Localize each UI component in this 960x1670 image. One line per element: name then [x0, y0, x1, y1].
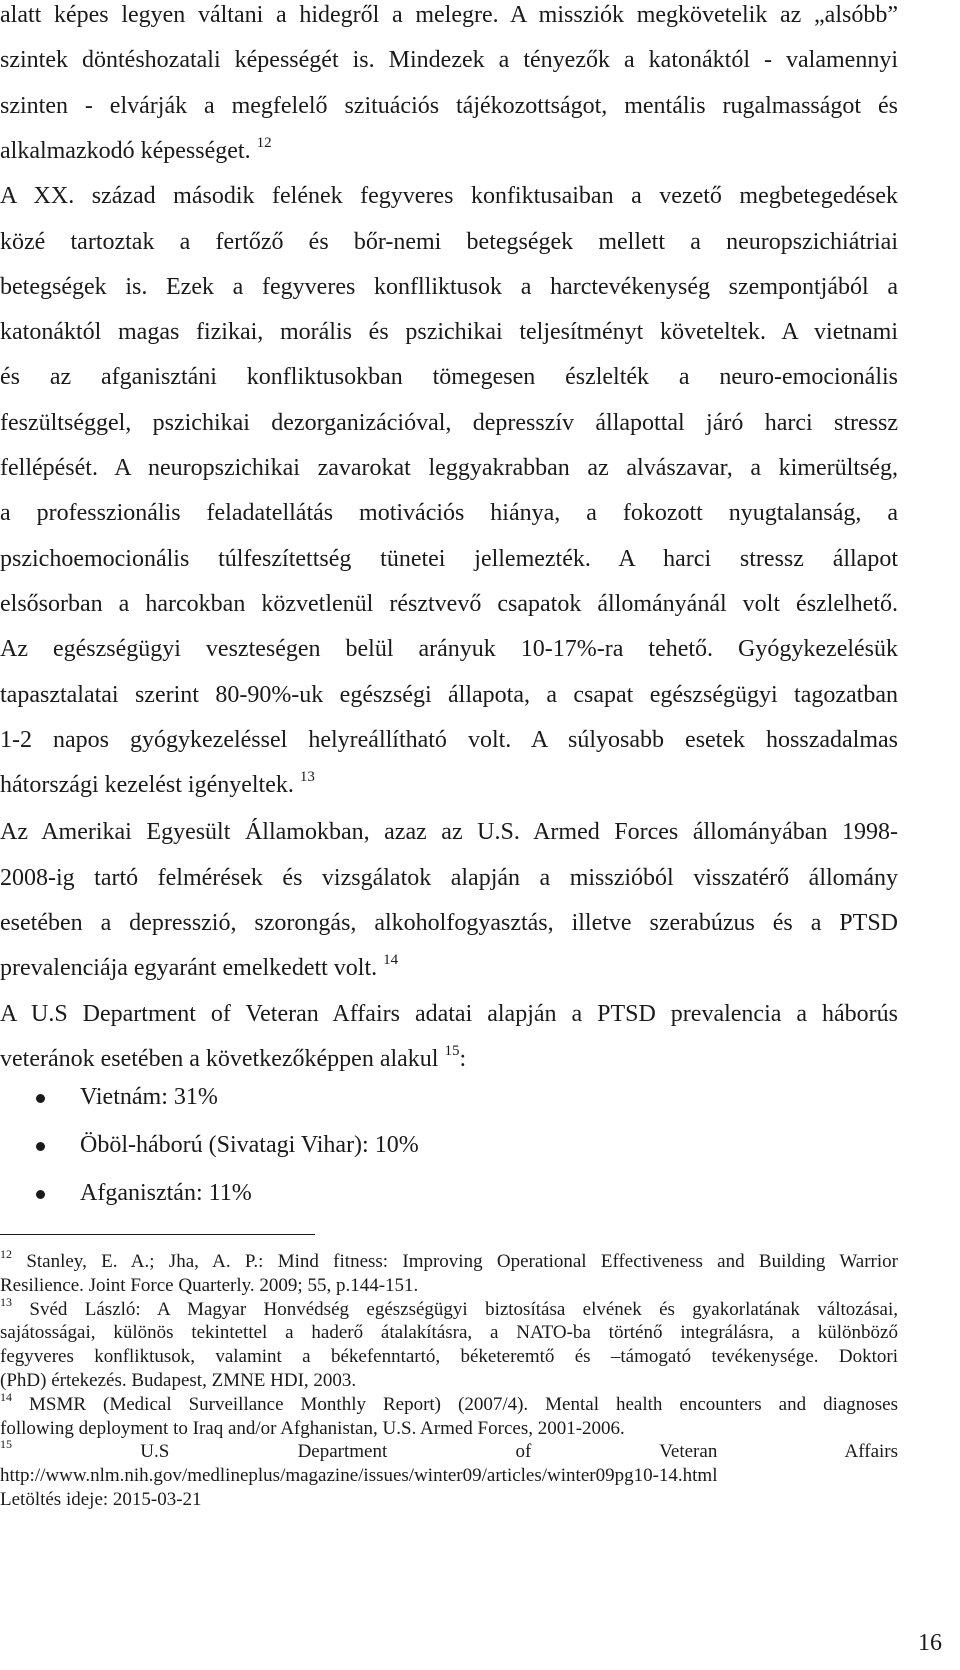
- footnote-line: [0, 1488, 898, 1512]
- line-text: http://www.nlm.nih.gov/medlineplus/magazine/issues/winter09/articles/winter09pg10-14.html: [0, 1465, 718, 1486]
- line-text: sajátosságai, különös tekintettel a haderő átalakításra, a NATO-ba történő integrálásra, a különböző: [0, 1322, 898, 1343]
- body-line: [0, 317, 898, 347]
- footnote-reference: 12: [256, 135, 272, 151]
- footnote-reference: 14: [383, 952, 399, 968]
- line-text: szintek döntéshozatali képességét is. Mindezek a tényezők a katonáktól - valamennyi: [0, 47, 898, 73]
- body-line: [0, 544, 898, 574]
- line-text: following deployment to Iraq and/or Afghanistan, U.S. Armed Forces, 2001-2006.: [0, 1418, 625, 1439]
- line-text: 1-2 napos gyógykezeléssel helyreállítható volt. A súlyosabb esetek hosszadalmas: [0, 727, 898, 753]
- line-text: MSMR (Medical Surveillance Monthly Report) (2007/4). Mental health encounters and diagnoses: [29, 1394, 899, 1415]
- line-text: hátországi kezelést igényeltek.: [0, 772, 294, 798]
- line-text: tapasztalatai szerint 80-90%-uk egészségi állapota, a csapat egészségügyi tagozatban: [0, 682, 898, 708]
- line-text: (PhD) értekezés. Budapest, ZMNE HDI, 2003.: [0, 1370, 357, 1391]
- footnote-line: [0, 1321, 898, 1345]
- line-text: fegyveres konfliktusok, valamint a békefenntartó, béketeremtő és –támogató tevékenysége. Doktori: [0, 1346, 898, 1367]
- line-text: a professzionális feladatellátás motivációs hiánya, a fokozott nyugtalanság, a: [0, 500, 898, 526]
- line-text: alatt képes legyen váltani a hidegről a melegre. A missziók megkövetelik az „alsóbb”: [0, 2, 898, 28]
- footnote-line: [0, 1274, 898, 1298]
- footnote-line: [0, 1417, 898, 1441]
- footnote-separator: [0, 1234, 315, 1235]
- line-text: Svéd László: A Magyar Honvédség egészségügyi biztosítása elvének és gyakorlatának változásai,: [29, 1299, 899, 1320]
- bullet-icon: [36, 1190, 45, 1199]
- footnote-marker: 12: [0, 1247, 12, 1261]
- body-line: [0, 589, 898, 619]
- line-text: közé tartoztak a fertőző és bőr-nemi betegségek mellett a neuropszichiátriai: [0, 229, 898, 255]
- line-text: pszichoemocionális túlfeszítettség tünetei jellemezték. A harci stressz állapot: [0, 546, 898, 572]
- footnote-line: [0, 1295, 899, 1322]
- body-line: [0, 999, 898, 1029]
- footnote-line: [0, 1345, 898, 1369]
- bullet-icon: [36, 1094, 45, 1103]
- body-line: [0, 498, 898, 528]
- body-line: [0, 136, 898, 166]
- line-text: fellépését. A neuropszichikai zavarokat leggyakrabban az alvászavar, a kimerültség,: [0, 455, 898, 481]
- footnote-line: [0, 1437, 898, 1464]
- body-line: [0, 770, 898, 800]
- line-text: 2008-ig tartó felmérések és vizsgálatok alapján a misszióból visszatérő állomány: [0, 865, 898, 891]
- page-number: 16: [918, 1630, 942, 1656]
- bullet-item: Afganisztán: 11%: [80, 1180, 252, 1206]
- body-line: [0, 863, 898, 893]
- line-text: A U.S Department of Veteran Affairs adatai alapján a PTSD prevalencia a háborús: [0, 1001, 898, 1027]
- footnote-marker: 13: [0, 1295, 12, 1309]
- line-text: Resilience. Joint Force Quarterly. 2009; 55, p.144-151.: [0, 1275, 419, 1296]
- body-line: [0, 362, 898, 392]
- line-text: betegségek is. Ezek a fegyveres konflliktusok a harctevékenység szempontjából a: [0, 274, 898, 300]
- line-text: Az Amerikai Egyesült Államokban, azaz az U.S. Armed Forces állományában 1998-: [0, 819, 898, 845]
- footnote-line: [0, 1247, 898, 1274]
- body-line: [0, 181, 898, 211]
- footnote-reference: 13: [299, 769, 315, 785]
- footnote-line: [0, 1390, 899, 1417]
- line-tail: :: [459, 1046, 467, 1072]
- footnote-marker: 15: [0, 1437, 12, 1451]
- line-text: alkalmazkodó képességet.: [0, 138, 251, 164]
- line-text: Letöltés ideje: 2015-03-21: [0, 1489, 202, 1510]
- body-line: [0, 953, 898, 983]
- footnote-line: [0, 1464, 898, 1488]
- body-line: [0, 408, 898, 438]
- line-text: szinten - elvárják a megfelelő szituációs tájékozottságot, mentális rugalmasságot és: [0, 93, 898, 119]
- body-line: [0, 272, 898, 302]
- line-text: veteránok esetében a következőképpen alakul: [0, 1046, 439, 1072]
- line-text: Stanley, E. A.; Jha, A. P.: Mind fitness: Improving Operational Effectiveness and Building Warrior: [26, 1251, 898, 1272]
- line-text: Az egészségügyi veszteségen belül arányuk 10-17%-ra tehető. Gyógykezelésük: [0, 636, 898, 662]
- footnote-reference: 15: [444, 1043, 460, 1059]
- bullet-item: Vietnám: 31%: [80, 1084, 218, 1110]
- body-line: [0, 634, 898, 664]
- line-text: katonáktól magas fizikai, morális és pszichikai teljesítményt követeltek. A vietnami: [0, 319, 898, 345]
- line-text: esetében a depresszió, szorongás, alkoholfogyasztás, illetve szerabúzus és a PTSD: [0, 910, 898, 936]
- body-line: [0, 45, 898, 75]
- line-text: és az afganisztáni konfliktusokban tömegesen észlelték a neuro-emocionális: [0, 364, 898, 390]
- line-text: U.S Department of Veteran Affairs: [140, 1441, 898, 1462]
- body-line: [0, 1044, 898, 1074]
- body-line: [0, 908, 898, 938]
- line-text: feszültséggel, pszichikai dezorganizációval, depresszív állapottal járó harci stressz: [0, 410, 898, 436]
- footnote-line: [0, 1369, 898, 1393]
- body-line: [0, 725, 898, 755]
- line-text: A XX. század második felének fegyveres konfiktusaiban a vezető megbetegedések: [0, 183, 898, 209]
- body-line: [0, 91, 898, 121]
- body-line: [0, 0, 898, 30]
- line-text: prevalenciája egyaránt emelkedett volt.: [0, 955, 378, 981]
- body-line: [0, 227, 898, 257]
- bullet-icon: [36, 1142, 45, 1151]
- footnote-marker: 14: [0, 1390, 12, 1404]
- line-text: elsősorban a harcokban közvetlenül résztvevő csapatok állományánál volt észlelhető.: [0, 591, 898, 617]
- body-line: [0, 817, 898, 847]
- bullet-item: Öböl-háború (Sivatagi Vihar): 10%: [80, 1132, 419, 1158]
- body-line: [0, 453, 898, 483]
- body-line: [0, 680, 898, 710]
